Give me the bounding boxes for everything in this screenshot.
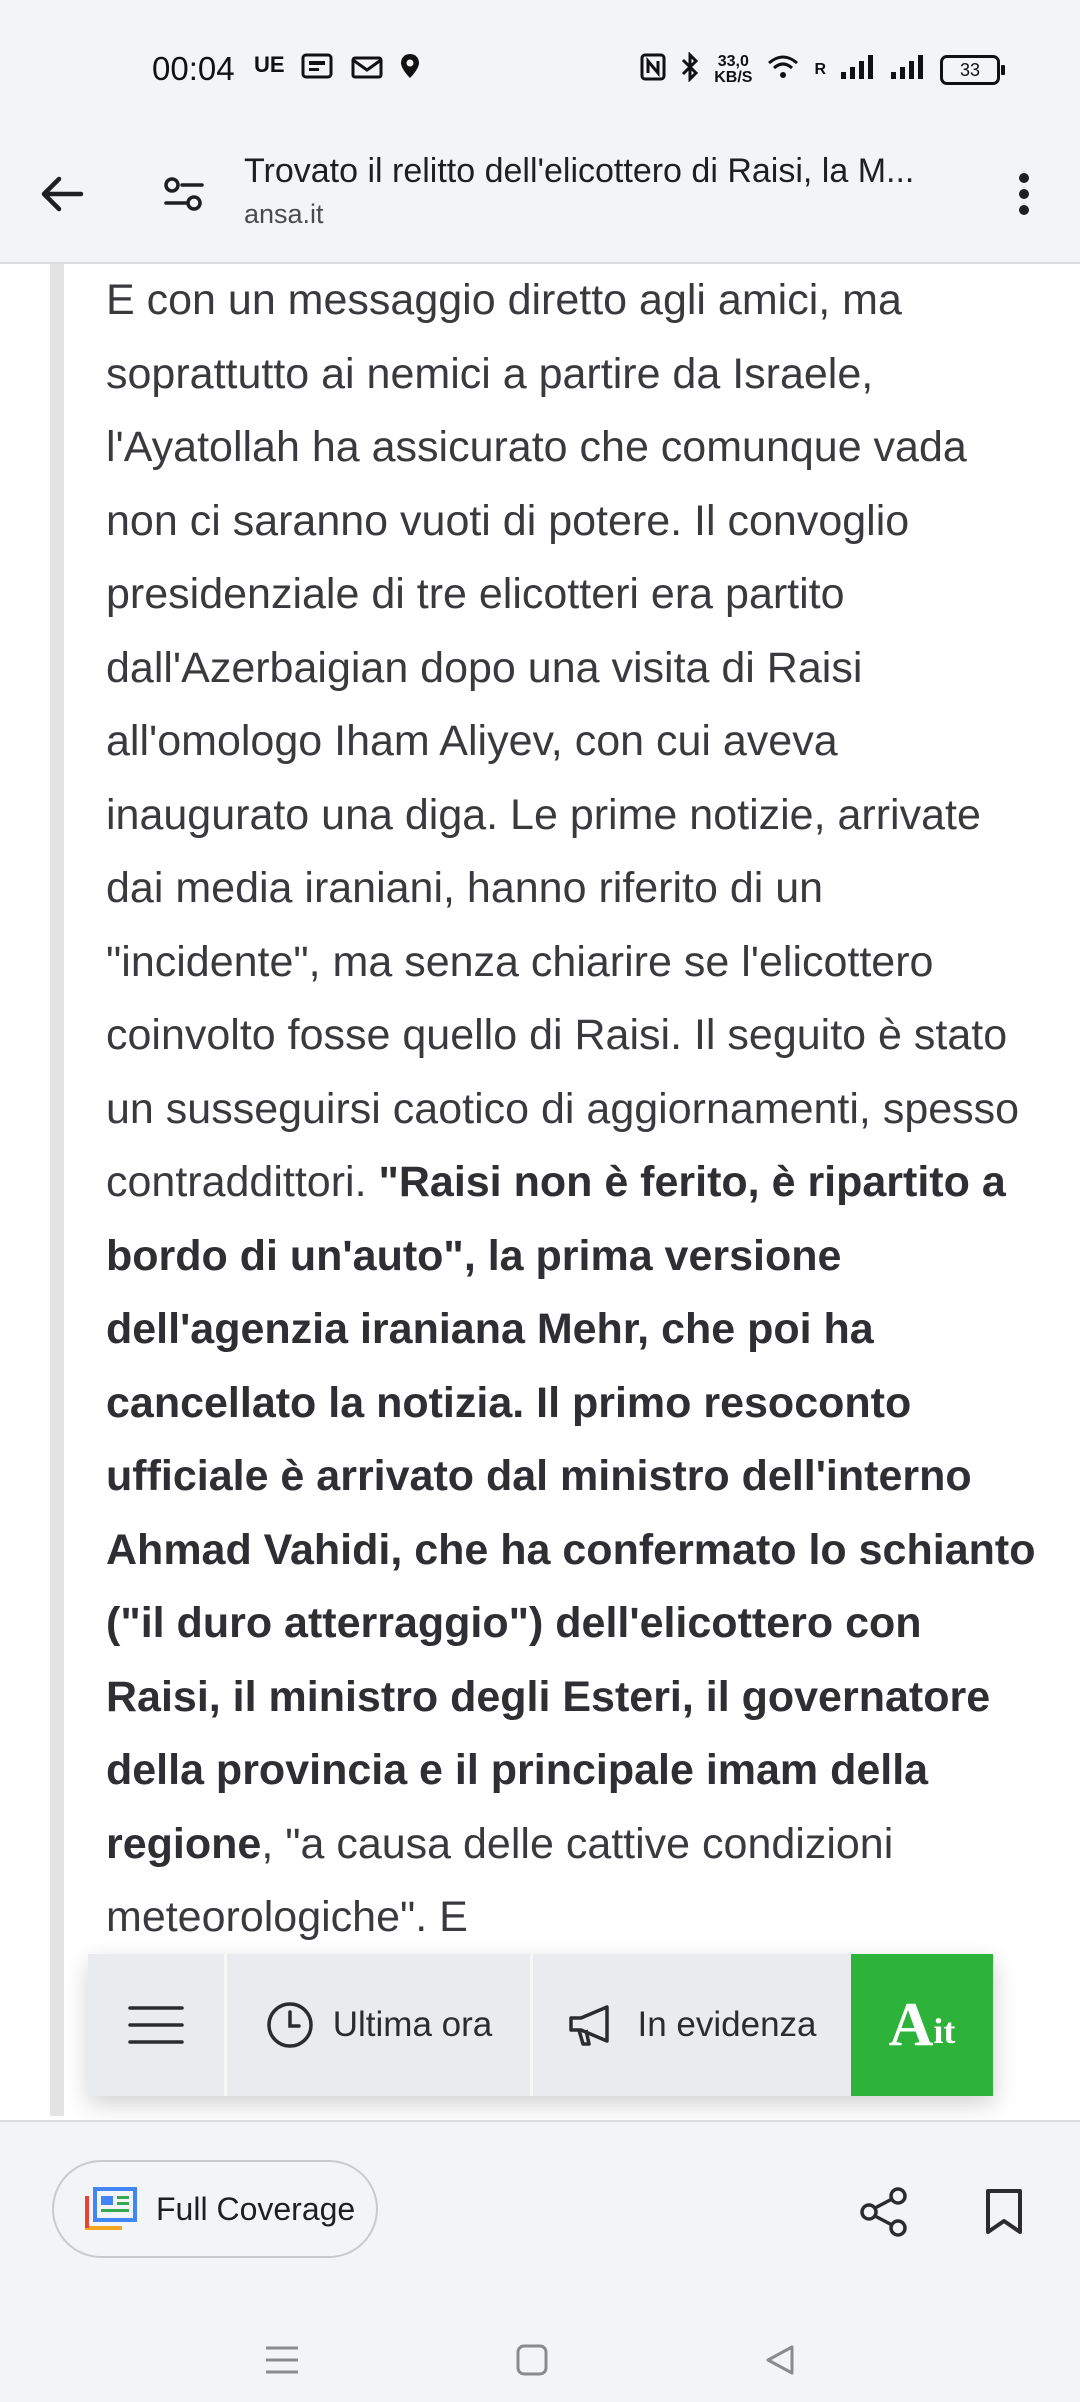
more-vert-icon xyxy=(1017,172,1031,216)
share-icon xyxy=(858,2186,910,2238)
news-app-icon xyxy=(301,52,335,78)
share-button[interactable] xyxy=(852,2180,916,2244)
home-square-icon xyxy=(516,2344,548,2376)
in-evidenza-button[interactable] xyxy=(533,1954,851,2096)
logo-suffix: it xyxy=(933,2010,956,2051)
app-bar xyxy=(0,126,1080,264)
back-nav-button[interactable] xyxy=(750,2330,810,2390)
back-button[interactable] xyxy=(30,162,94,226)
bookmark-icon xyxy=(984,2187,1024,2237)
ultima-ora-button[interactable] xyxy=(227,1954,533,2096)
article-text-bold: "Raisi non è ferito, è ripartito a bordo di un'auto", la prima versione dell'agenzia iraniana Mehr, che poi ha cancellato la notizia. Il primo resoconto ufficiale è arrivato dal ministro dell'interno Ahmad Vahidi, che ha confermato lo schianto ("il duro atterraggio") dell'elicottero con Raisi, il ministro degli Esteri, il governatore della provincia e il principale imam della regione xyxy=(106,1158,1036,1868)
signal-icon-sim2 xyxy=(890,54,926,85)
in-evidenza-label: In evidenza xyxy=(637,2005,817,2044)
back-triangle-icon xyxy=(764,2344,796,2376)
net-speed-unit: KB/S xyxy=(714,68,753,86)
article-body xyxy=(106,264,1036,1955)
clock-icon xyxy=(265,2000,315,2050)
more-options-button[interactable] xyxy=(996,162,1052,226)
net-speed-value: 33,0 xyxy=(717,52,749,70)
ultima-ora-label: Ultima ora xyxy=(332,2005,493,2044)
location-icon xyxy=(399,52,421,78)
ansa-logo-icon xyxy=(889,1990,956,2061)
mail-icon xyxy=(351,52,383,78)
full-coverage-icon xyxy=(84,2186,138,2232)
full-coverage-label: Full Coverage xyxy=(156,2190,356,2227)
status-time: 00:04 xyxy=(152,50,235,87)
bookmark-button[interactable] xyxy=(972,2180,1036,2244)
system-status-icons xyxy=(640,52,1000,87)
bottom-toolbar xyxy=(0,2120,1080,2402)
full-coverage-button[interactable] xyxy=(52,2160,378,2258)
net-speed xyxy=(714,54,752,86)
article-text-tail: , "a causa delle cattive condizioni meteorologiche". E xyxy=(106,1819,894,1941)
carrier-icon: UE xyxy=(254,52,285,77)
arrow-back-icon xyxy=(39,174,85,214)
quote-rule xyxy=(50,264,64,2116)
recents-button[interactable] xyxy=(252,2330,312,2390)
status-bar xyxy=(0,0,1080,126)
home-button[interactable] xyxy=(502,2330,562,2390)
view-settings-button[interactable] xyxy=(152,162,216,226)
megaphone-icon xyxy=(567,2003,619,2047)
wifi-icon xyxy=(766,53,800,86)
battery-icon: 33 xyxy=(940,55,1000,85)
menu-button[interactable] xyxy=(88,1954,227,2096)
logo-letter: A xyxy=(888,1990,934,2059)
article-content[interactable] xyxy=(0,264,1080,2116)
ansa-it-logo-button[interactable] xyxy=(851,1954,993,2096)
notification-icons xyxy=(254,52,421,78)
page-domain: ansa.it xyxy=(244,199,324,229)
menu-icon xyxy=(128,2004,184,2046)
title-block[interactable] xyxy=(244,148,984,234)
article-text-normal: E con un messaggio diretto agli amici, ma soprattutto ai nemici a partire da Israele, l'Ayatollah ha assicurato che comunque vada non ci saranno vuoti di potere. Il convoglio presidenziale di tre elicotteri era partito dall'Azerbaigian dopo una visita di Raisi all'omologo Iham Aliyev, con cui aveva inaugurato una diga. Le prime notizie, arrivate dai media iraniani, hanno riferito di un "incidente", ma senza chiarire se l'elicottero coinvolto fosse quello di Raisi. Il seguito è stato un susseguirsi caotico di aggiornamenti, spesso contraddittori. xyxy=(106,276,1020,1206)
bluetooth-icon xyxy=(680,52,700,87)
system-navigation-bar xyxy=(0,2318,1080,2402)
signal-icon xyxy=(840,54,876,85)
page-title: Trovato il relitto dell'elicottero di Raisi, la M... xyxy=(244,152,915,190)
recents-menu-icon xyxy=(264,2345,300,2375)
roaming-indicator: R xyxy=(814,60,826,78)
article-paragraph xyxy=(106,264,1036,1955)
tune-icon xyxy=(162,174,206,214)
nfc-icon xyxy=(640,53,666,86)
section-bar xyxy=(88,1954,994,2096)
